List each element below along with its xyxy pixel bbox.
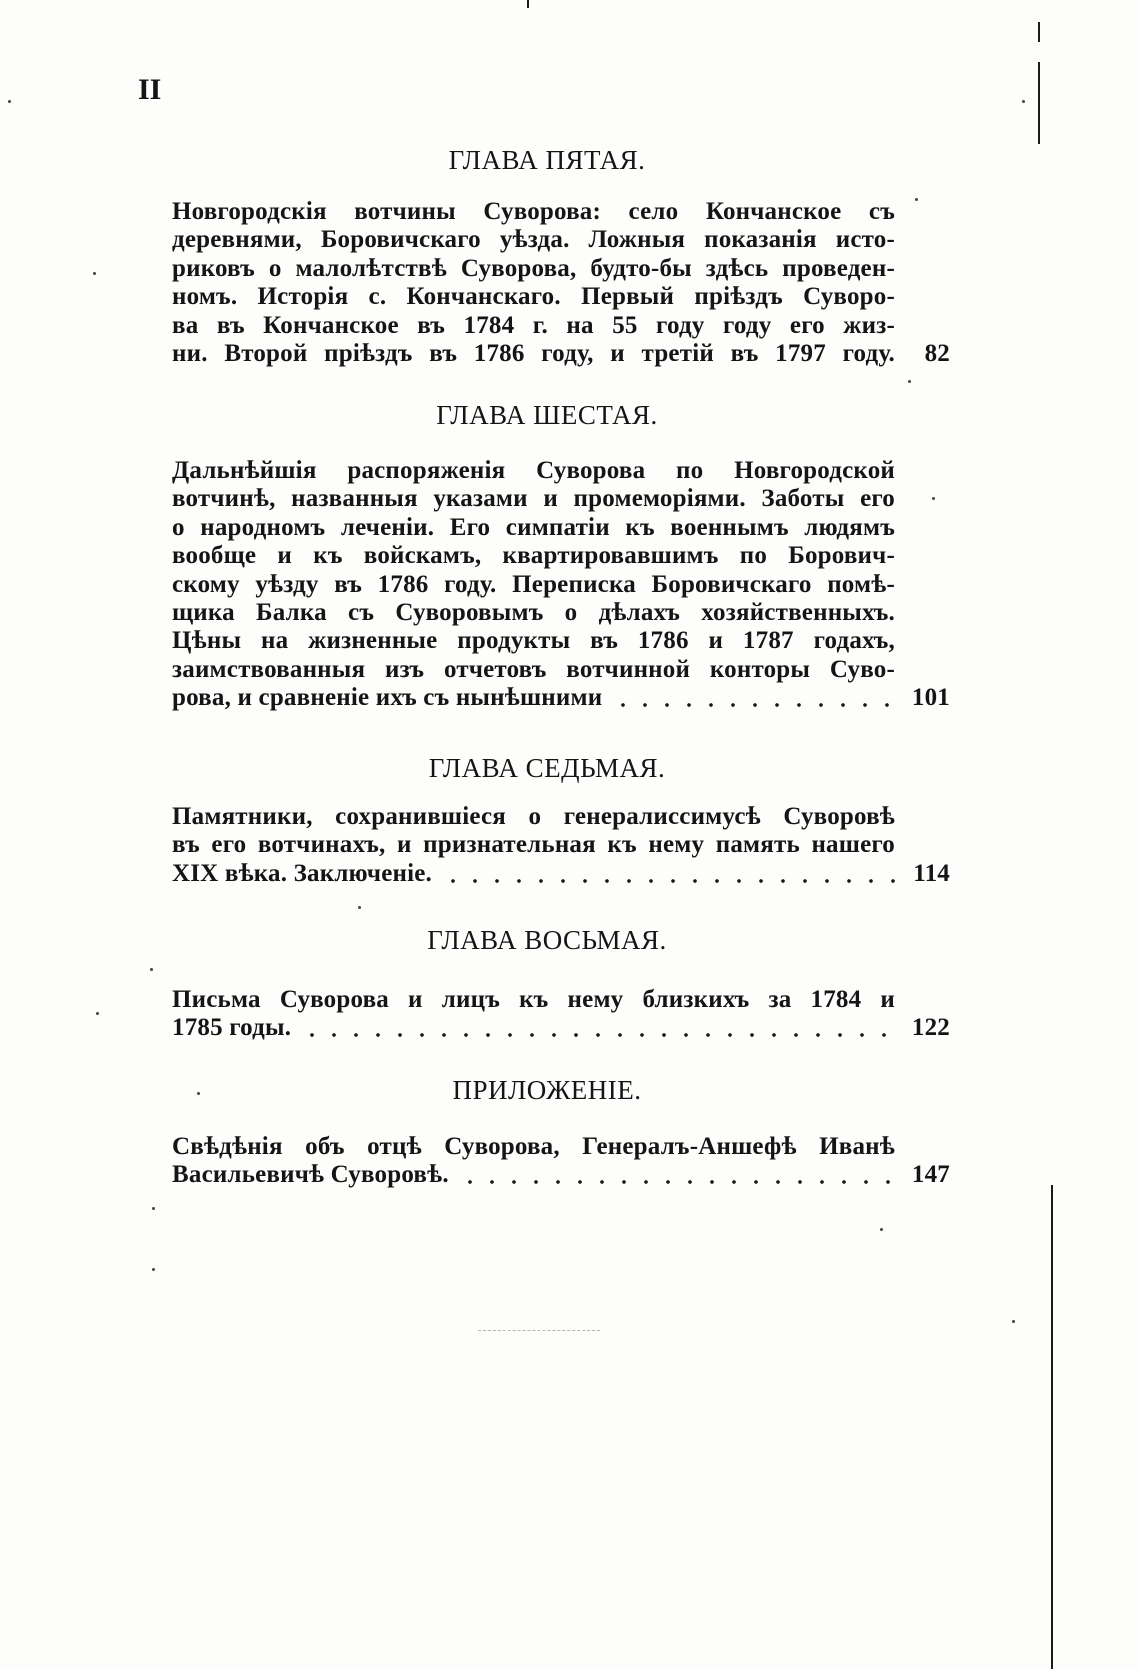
scan-speck — [932, 497, 935, 500]
chapter-heading-6: ГЛАВА ШЕСТАЯ. — [436, 400, 658, 430]
scan-speck — [1022, 100, 1025, 103]
toc-line-with-leaders — [172, 860, 895, 888]
scan-edge-line — [1038, 62, 1040, 144]
toc-page-number: 114 — [913, 859, 950, 887]
scan-speck — [93, 272, 96, 275]
toc-line: XIX вѣка. Заключеніе. — [172, 859, 432, 887]
toc-line: Свѣдѣнія объ отцѣ Суворова, Генералъ-Аншефѣ Иванѣ — [172, 1133, 895, 1160]
toc-line: рова, и сравненіе ихъ съ нынѣшними — [172, 684, 603, 712]
toc-page-number: 122 — [911, 1014, 950, 1042]
toc-line: вотчинѣ, названныя указами и промеморіями. Заботы его — [172, 485, 895, 513]
chapter-heading-7: ГЛАВА СЕДЬМАЯ. — [428, 753, 666, 783]
scan-speck — [152, 1207, 155, 1210]
dot-leaders — [299, 1014, 895, 1042]
toc-line-with-leaders — [172, 684, 895, 712]
toc-line: Памятники, сохранившіеся о генералиссимусѣ Суворовѣ — [172, 803, 895, 830]
appendix-heading: ПРИЛОЖЕНІЕ. — [452, 1075, 642, 1105]
toc-last-row — [172, 340, 950, 368]
toc-line: Дальнѣйшія распоряженія Суворова по Новгородской — [172, 457, 895, 484]
scan-speck — [915, 198, 918, 201]
toc-entry-chapter-6 — [172, 457, 950, 713]
toc-line: въ его вотчинахъ, и признательная къ нему память нашего — [172, 831, 895, 859]
chapter-heading-5: ГЛАВА ПЯТАЯ. — [448, 145, 646, 175]
toc-line: деревнями, Боровичскаго уѣзда. Ложныя показанія исто- — [172, 226, 895, 254]
toc-line-with-leaders — [172, 1014, 895, 1042]
toc-entry-chapter-5 — [172, 198, 950, 368]
scan-dash-line — [478, 1330, 600, 1331]
toc-last-row — [172, 860, 950, 888]
scan-speck — [150, 968, 153, 971]
dot-leaders — [457, 1161, 895, 1189]
scan-speck — [152, 1268, 155, 1271]
toc-entry-appendix — [172, 1133, 950, 1190]
toc-line: Васильевичѣ Суворовѣ. — [172, 1161, 449, 1189]
toc-line: номъ. Исторія с. Кончанскаго. Первый пріѣздъ Суворо- — [172, 283, 895, 311]
scan-edge-line — [1051, 1185, 1053, 1669]
scan-speck — [908, 380, 911, 383]
scan-speck — [358, 906, 361, 909]
scan-speck — [880, 1228, 883, 1231]
scan-speck — [8, 100, 11, 103]
toc-line: риковъ о малолѣтствѣ Суворова, будто-бы здѣсь проведен- — [172, 254, 895, 282]
scan-mark — [527, 0, 529, 8]
toc-line: ва въ Кончанское въ 1784 г. на 55 году году его жиз- — [172, 311, 895, 339]
dot-leaders — [610, 684, 895, 712]
toc-line: скому уѣзду въ 1786 году. Переписка Боровичскаго помѣ- — [172, 570, 895, 598]
toc-entry-chapter-7 — [172, 803, 950, 888]
toc-line: Письма Суворова и лицъ къ нему близкихъ за 1784 и — [172, 986, 895, 1013]
toc-page-number: 101 — [911, 684, 950, 712]
scan-speck — [197, 1092, 200, 1095]
toc-line: о народномъ леченіи. Его симпатіи къ военнымъ людямъ — [172, 513, 895, 541]
toc-last-row — [172, 1014, 950, 1042]
toc-page-number: 82 — [924, 339, 950, 367]
scan-speck — [1012, 1320, 1015, 1323]
toc-line: ни. Второй пріѣздъ въ 1786 году, и третій въ 1797 году. — [172, 339, 895, 367]
chapter-heading-8: ГЛАВА ВОСЬМАЯ. — [427, 925, 667, 955]
toc-line-with-leaders — [172, 1161, 895, 1189]
scan-speck — [96, 1012, 99, 1015]
toc-line: Цѣны на жизненные продукты въ 1786 и 1787 годахъ, — [172, 627, 895, 655]
toc-last-row — [172, 684, 950, 712]
toc-line: щика Балка съ Суворовымъ о дѣлахъ хозяйственныхъ. — [172, 598, 895, 626]
toc-line: Новгородскія вотчины Суворова: село Кончанское съ — [172, 198, 895, 225]
dot-leaders — [440, 860, 895, 888]
toc-last-row — [172, 1161, 950, 1189]
toc-line: заимствованныя изъ отчетовъ вотчинной конторы Суво- — [172, 655, 895, 683]
toc-page-number: 147 — [911, 1161, 950, 1189]
scan-edge-line — [1038, 22, 1040, 42]
toc-line: вообще и къ войскамъ, квартировавшимъ по Борович- — [172, 542, 895, 570]
page-folio: II — [138, 73, 162, 106]
toc-line: 1785 годы. — [172, 1014, 292, 1042]
toc-entry-chapter-8 — [172, 986, 950, 1043]
